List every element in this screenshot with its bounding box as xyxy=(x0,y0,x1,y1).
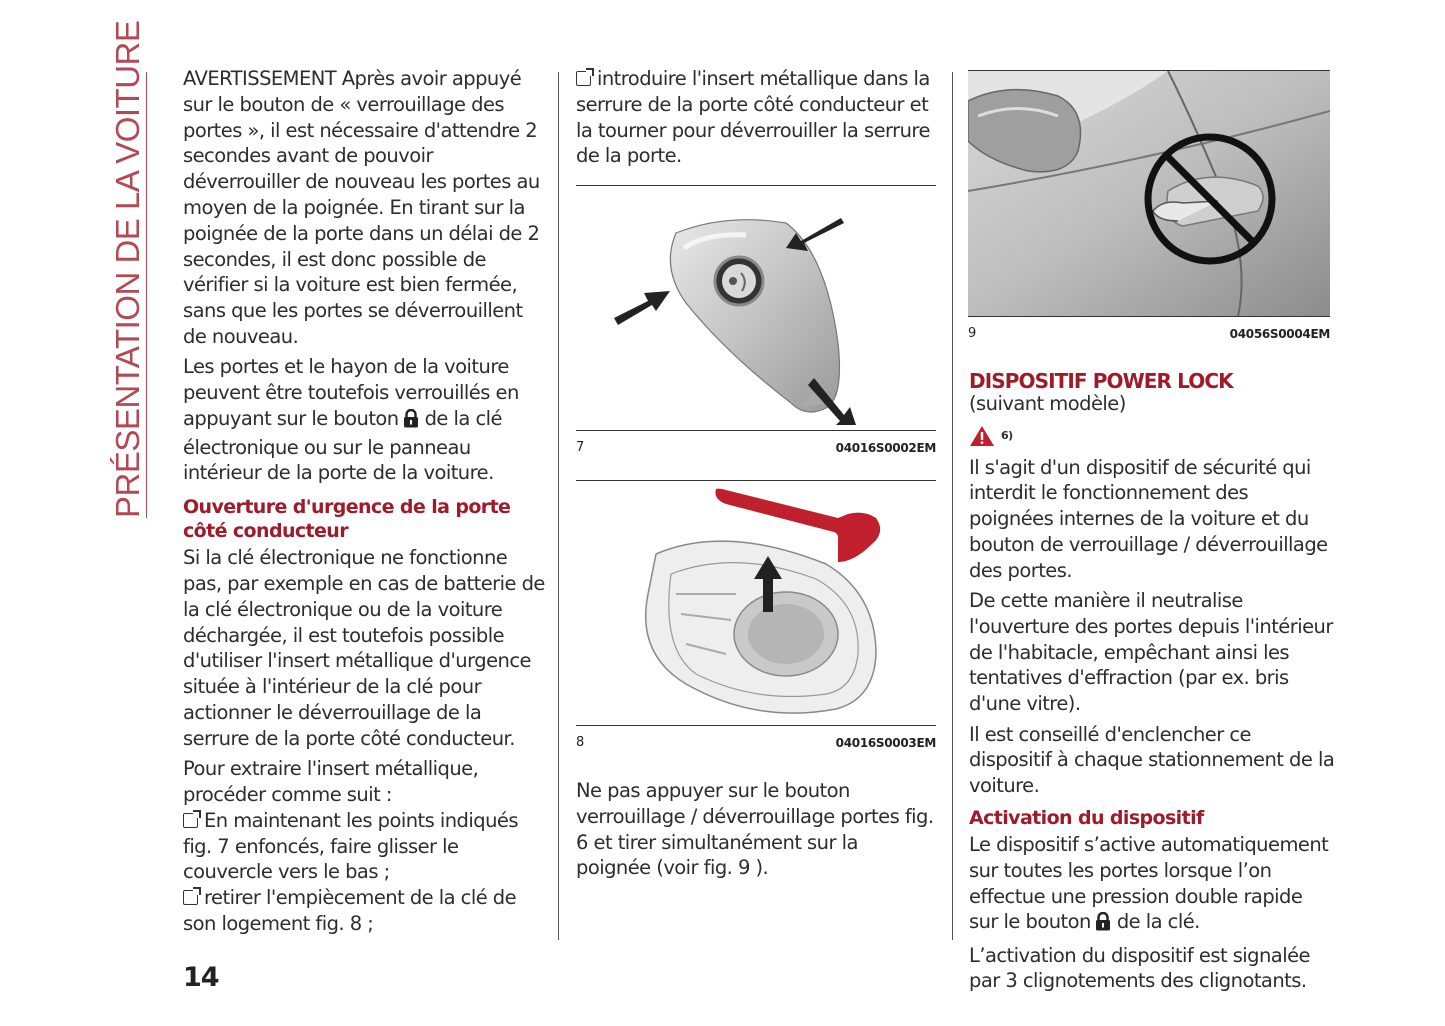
figure-8-code: 04016S0003EM xyxy=(835,736,936,750)
emergency-opening-heading: Ouverture d'urgence de la porte côté conducteur xyxy=(183,496,511,543)
column-1 xyxy=(183,66,549,937)
activation-paragraph xyxy=(969,832,1335,938)
figure-8 xyxy=(576,480,936,755)
page-number: 14 xyxy=(183,962,219,993)
lock-icon xyxy=(1095,912,1111,938)
figure-8-key-illustration xyxy=(576,484,936,724)
procedure-intro: Pour extraire l'insert métallique, procéder comme suit : xyxy=(183,757,479,806)
column-2-bottom xyxy=(576,778,938,886)
column-divider-2 xyxy=(952,72,953,940)
step-1-text: En maintenant les points indiqués fig. 7 enfoncés, faire glisser le couvercle vers le bas ; xyxy=(183,808,518,884)
figure-9-door-illustration xyxy=(968,71,1330,316)
warning-reference-number: 6) xyxy=(1001,428,1013,442)
step-3 xyxy=(576,66,938,169)
figure-9-bottom-rule xyxy=(968,316,1330,317)
column-divider-1 xyxy=(558,72,559,940)
lock-icon xyxy=(403,409,419,435)
section-title-rule xyxy=(146,72,147,518)
figure-8-bottom-rule xyxy=(576,725,936,726)
figure-9-number: 9 xyxy=(968,326,976,341)
figure-9-code: 04056S0004EM xyxy=(1229,327,1330,341)
figure-7-code: 04016S0002EM xyxy=(835,441,936,455)
lock-paragraph-b: de la clé électronique ou sur le panneau intérieur de la porte de la voiture. xyxy=(183,406,502,485)
warning-triangle-icon xyxy=(969,425,995,447)
warning-paragraph: AVERTISSEMENT Après avoir appuyé sur le bouton de « verrouillage des portes », il est nécessaire d'attendre 2 secondes avant de pouvoir déverrouiller de nouveau les portes au moyen de la poignée. En tirant sur la poignée de la porte dans un délai de 2 secondes, il est donc possible de vérifier si la voiture est bien fermée, sans que les portes se déverrouillent de nouveau. xyxy=(183,67,540,348)
activation-paragraph-b: de la clé. xyxy=(1116,910,1200,934)
figure-8-number: 8 xyxy=(576,735,584,750)
figure-8-top-rule xyxy=(576,480,936,481)
activation-paragraph-a: Le dispositif s’active automatiquement sur toutes les portes lorsque l’on effectue une pression double rapide sur le bouton xyxy=(969,832,1329,934)
lock-paragraph xyxy=(183,354,549,486)
checkbox-bullet-icon xyxy=(183,890,198,905)
lock-paragraph-a: Les portes et le hayon de la voiture peuvent être toutefois verrouillés en appuyant sur le bouton xyxy=(183,355,519,430)
checkbox-bullet-icon xyxy=(183,813,198,828)
activation-heading: Activation du dispositif xyxy=(969,806,1204,829)
step-1 xyxy=(183,808,549,885)
step-2-text: retirer l'empiècement de la clé de son logement fig. 8 ; xyxy=(183,886,517,935)
figure-7 xyxy=(576,185,936,460)
power-lock-paragraph-2: De cette manière il neutralise l'ouverture des portes depuis l'intérieur de l'habitacle, empêchant ainsi les tentatives d'effraction (par ex. bris d'une vitre). xyxy=(969,589,1333,716)
checkbox-bullet-icon xyxy=(576,71,591,86)
column-2 xyxy=(576,66,938,169)
do-not-press-paragraph: Ne pas appuyer sur le bouton verrouillage / déverrouillage portes fig. 6 et tirer simultanément sur la poignée (voir fig. 9 ). xyxy=(576,779,934,880)
power-lock-heading: DISPOSITIF POWER LOCK xyxy=(969,369,1233,393)
power-lock-subheading: (suivant modèle) xyxy=(969,392,1126,415)
warning-reference xyxy=(969,423,1013,449)
activation-signal-paragraph: L’activation du dispositif est signalée par 3 clignotements des clignotants. xyxy=(969,943,1310,993)
figure-7-number: 7 xyxy=(576,440,584,455)
figure-9 xyxy=(968,70,1330,346)
figure-7-key-illustration xyxy=(576,193,936,425)
power-lock-paragraph-3: Il est conseillé d'enclencher ce dispositif à chaque stationnement de la voiture. xyxy=(969,722,1335,798)
figure-7-top-rule xyxy=(576,185,936,186)
section-title: PRÉSENTATION DE LA VOITURE xyxy=(109,20,146,518)
step-2 xyxy=(183,885,549,937)
power-lock-paragraph-1: Il s'agit d'un dispositif de sécurité qui interdit le fonctionnement des poignées internes de la voiture et du bouton de verrouillage / déverrouillage des portes. xyxy=(969,455,1328,582)
column-3 xyxy=(969,369,1335,999)
figure-7-bottom-rule xyxy=(576,430,936,431)
emergency-paragraph: Si la clé électronique ne fonctionne pas, par exemple en cas de batterie de la clé électronique ou de la voiture déchargée, il est toutefois possible d'utiliser l'insert métallique d'urgence située à l'intérieur de la clé pour actionner le déverrouillage de la serrure de la porte côté conducteur. xyxy=(183,546,545,750)
step-3-text: introduire l'insert métallique dans la serrure de la porte côté conducteur et la tourner pour déverrouiller la serrure de la porte. xyxy=(576,67,930,168)
